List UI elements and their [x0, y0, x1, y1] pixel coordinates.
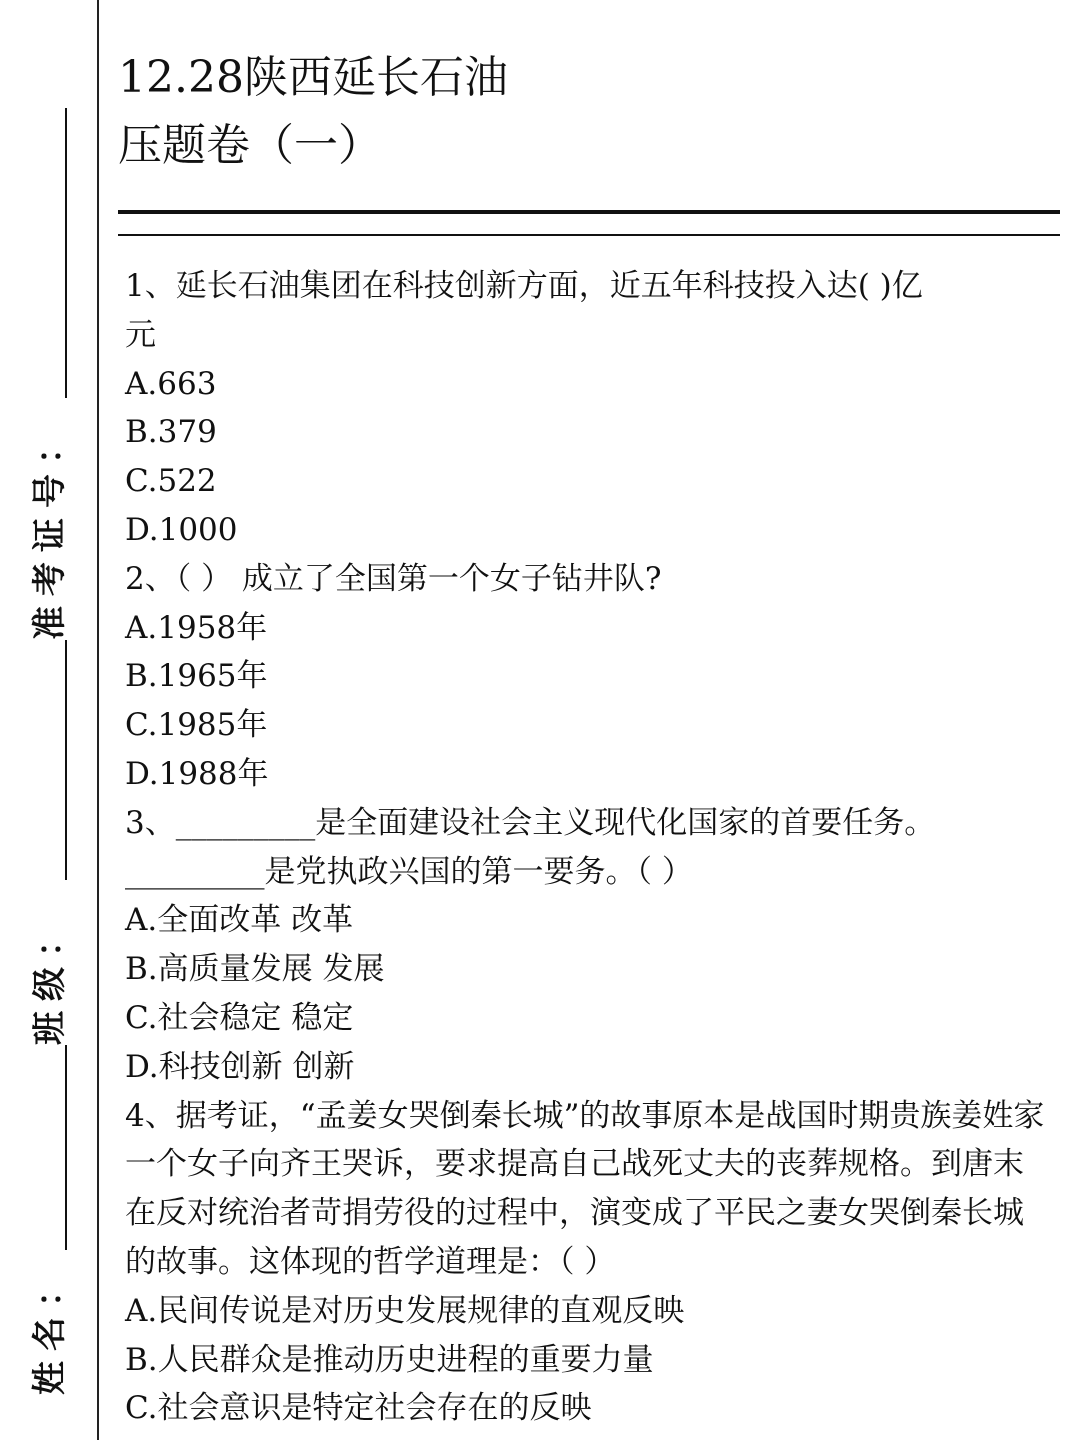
answer-option: C.1985年	[125, 707, 268, 744]
binding-margin-line	[97, 0, 99, 1440]
header-rule-thin	[118, 234, 1060, 236]
question-stem: 2、（ ） 成立了全国第一个女子钻井队?	[125, 560, 662, 597]
header-rule-thick	[118, 210, 1060, 214]
answer-option: C.522	[125, 463, 217, 500]
question-stem: 元	[125, 316, 156, 353]
question-2	[125, 555, 1050, 799]
question-stem: 3、_________是全面建设社会主义现代化国家的首要任务。	[125, 804, 936, 841]
answer-option: D.科技创新 创新	[125, 1048, 355, 1085]
question-stem: 4、据考证，“孟姜女哭倒秦长城”的故事原本是战国时期贵族姜姓家一个女子向齐王哭诉，要求提高自己战死丈夫的丧葬规格。到唐末在反对统治者苛捐劳役的过程中，演变成了平民之妻女哭倒秦长城的故事。这体现的哲学道理是：（ ）	[125, 1097, 1045, 1280]
question-3	[125, 799, 1050, 1092]
name-label: 姓名：	[30, 1263, 70, 1395]
question-4	[125, 1092, 1050, 1434]
answer-option: B.379	[125, 414, 217, 451]
question-1	[125, 262, 1050, 555]
answer-option: D.1988年	[125, 755, 269, 792]
class-label: 班级：	[30, 913, 70, 1045]
answer-option: B.1965年	[125, 658, 268, 695]
answer-option: A.民间传说是对历史发展规律的直观反映	[125, 1292, 685, 1329]
exam-subtitle: 压题卷（一）	[118, 120, 382, 171]
answer-option: C.社会稳定 稳定	[125, 999, 354, 1036]
name-underline	[65, 1045, 67, 1250]
question-stem: _________是党执政兴国的第一要务。（ ）	[125, 853, 693, 890]
exam-title: 12.28陕西延长石油	[118, 52, 508, 103]
answer-option: C.社会意识是特定社会存在的反映	[125, 1390, 592, 1427]
question-list	[125, 262, 1050, 1433]
answer-option: A.1958年	[125, 609, 268, 646]
answer-option: A.663	[125, 365, 217, 402]
exam-number-underline	[65, 108, 67, 398]
answer-option: A.全面改革 改革	[125, 902, 354, 939]
answer-option: B.高质量发展 发展	[125, 951, 385, 988]
question-stem: 1、延长石油集团在科技创新方面，近五年科技投入达( )亿	[125, 268, 923, 304]
answer-option: D.1000	[125, 511, 238, 548]
exam-number-label: 准考证号：	[30, 420, 70, 640]
class-underline	[65, 640, 67, 880]
answer-option: B.人民群众是推动历史进程的重要力量	[125, 1341, 654, 1378]
